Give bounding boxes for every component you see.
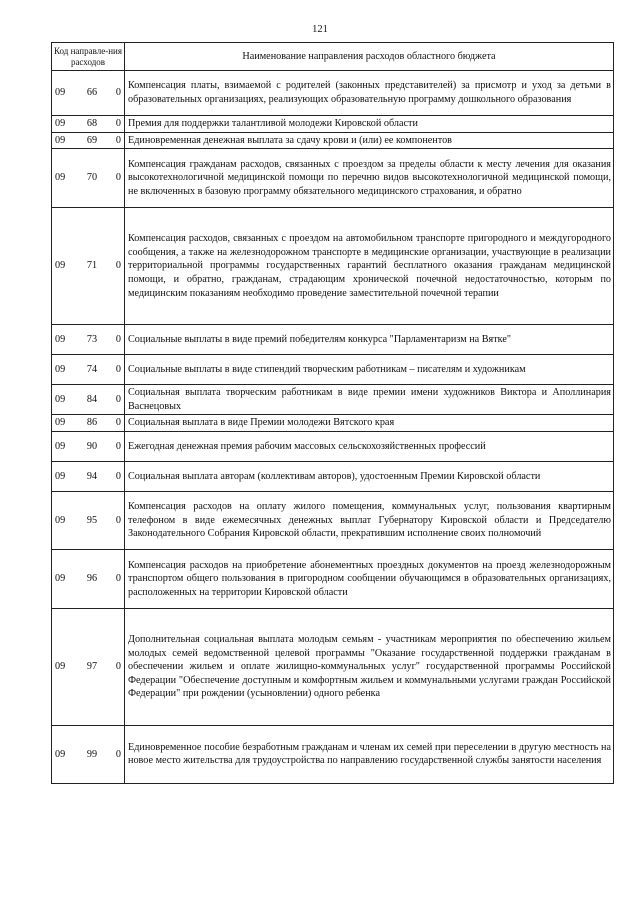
code-part-c1: 09 xyxy=(55,514,66,526)
code-part-c2: 90 xyxy=(86,440,98,452)
code-part-c3: 0 xyxy=(115,118,121,129)
table-header-row xyxy=(52,43,614,71)
code-part-c1: 09 xyxy=(55,333,66,345)
code-part-c3: 0 xyxy=(115,363,121,375)
row-code xyxy=(52,431,125,461)
row-code xyxy=(52,461,125,491)
code-part-c1: 09 xyxy=(55,573,66,585)
code-part-c3: 0 xyxy=(115,333,121,345)
row-name: Социальная выплата авторам (коллективам авторов), удостоенным Премии Кировской области xyxy=(125,461,614,491)
code-part-c2: 74 xyxy=(86,363,98,375)
code-part-c3: 0 xyxy=(115,573,121,585)
code-part-c3: 0 xyxy=(115,260,121,272)
table-row xyxy=(52,725,614,783)
table-row xyxy=(52,549,614,608)
code-part-c1: 09 xyxy=(55,172,66,184)
row-code xyxy=(52,149,125,208)
table-row xyxy=(52,116,614,133)
table-row xyxy=(52,208,614,325)
code-part-c1: 09 xyxy=(55,417,66,429)
row-name: Компенсация гражданам расходов, связанных с проездом за пределы области к месту лечения для оказания высокотехнологичной медицинской помощи по перечню видов высокотехнологичной медицинской помощи, не включенных в базовую программу обязательного медицинского страхования, и обратно xyxy=(125,149,614,208)
table-row xyxy=(52,415,614,432)
row-name: Компенсация расходов на приобретение абонементных проездных документов на проезд железнодорожным транспортом общего пользования в пригородном сообщении обучающимся в образовательных организациях, расположенных на территории Кировской области xyxy=(125,549,614,608)
code-part-c3: 0 xyxy=(115,748,121,760)
code-part-c1: 09 xyxy=(55,87,66,99)
code-part-c3: 0 xyxy=(115,661,121,673)
row-name: Премия для поддержки талантливой молодежи Кировской области xyxy=(125,116,614,133)
page-number: 121 xyxy=(312,24,328,35)
row-name: Единовременная денежная выплата за сдачу крови и (или) ее компонентов xyxy=(125,132,614,149)
code-part-c2: 94 xyxy=(86,470,98,482)
row-code xyxy=(52,608,125,725)
code-part-c1: 09 xyxy=(55,393,66,405)
code-part-c1: 09 xyxy=(55,661,66,673)
code-part-c2: 95 xyxy=(86,514,98,526)
code-part-c3: 0 xyxy=(115,470,121,482)
header-code: Код направле-ния расходов xyxy=(52,43,125,71)
table-row xyxy=(52,149,614,208)
row-code xyxy=(52,325,125,355)
code-part-c1: 09 xyxy=(55,118,66,129)
code-part-c1: 09 xyxy=(55,134,66,146)
table-row xyxy=(52,491,614,549)
code-part-c3: 0 xyxy=(115,134,121,146)
header-name: Наименование направления расходов областного бюджета xyxy=(125,43,614,71)
code-part-c3: 0 xyxy=(115,172,121,184)
table-row xyxy=(52,608,614,725)
budget-codes-table xyxy=(51,42,614,784)
code-part-c2: 68 xyxy=(86,118,98,129)
code-part-c3: 0 xyxy=(115,440,121,452)
code-part-c3: 0 xyxy=(115,514,121,526)
row-name: Дополнительная социальная выплата молодым семьям - участникам мероприятия по обеспечению жильем молодых семей ведомственной целевой программы "Оказание государственной поддержки гражданам в обеспечении жильем и оплате жилищно-коммунальных услуг" государственной программы Российской Федерации "Обеспечение доступным и комфортным жильем и коммунальными услугами граждан Российской Федерации" при рождении (усыновлении) одного ребенка xyxy=(125,608,614,725)
row-code xyxy=(52,208,125,325)
code-part-c2: 99 xyxy=(86,748,98,760)
code-part-c2: 70 xyxy=(86,172,98,184)
table-row xyxy=(52,71,614,116)
table-row xyxy=(52,385,614,415)
code-part-c2: 69 xyxy=(86,134,98,146)
code-part-c1: 09 xyxy=(55,470,66,482)
row-name: Социальные выплаты в виде премий победителям конкурса "Парламентаризм на Вятке" xyxy=(125,325,614,355)
row-code xyxy=(52,355,125,385)
table-row xyxy=(52,431,614,461)
row-code xyxy=(52,116,125,133)
code-part-c1: 09 xyxy=(55,748,66,760)
row-name: Социальная выплата творческим работникам в виде премии имени художников Виктора и Аполлинария Васнецовых xyxy=(125,385,614,415)
row-code xyxy=(52,415,125,432)
row-name: Компенсация расходов на оплату жилого помещения, коммунальных услуг, пользования квартирным телефоном в виде ежемесячных денежных выплат Губернатору Кировской области и Председателю Законодательного Собрания Кировской области, прекратившим исполнение своих полномочий xyxy=(125,491,614,549)
row-code xyxy=(52,549,125,608)
row-name: Единовременное пособие безработным гражданам и членам их семей при переселении в другую местность на новое место жительства для трудоустройства по направлению государственной службы занятости населения xyxy=(125,725,614,783)
code-part-c3: 0 xyxy=(115,417,121,429)
code-part-c2: 71 xyxy=(86,260,98,272)
table-row xyxy=(52,132,614,149)
code-part-c2: 86 xyxy=(86,417,98,429)
table-row xyxy=(52,461,614,491)
code-part-c3: 0 xyxy=(115,393,121,405)
code-part-c2: 66 xyxy=(86,87,98,99)
row-code xyxy=(52,132,125,149)
row-name: Социальная выплата в виде Премии молодежи Вятского края xyxy=(125,415,614,432)
code-part-c2: 96 xyxy=(86,573,98,585)
row-name: Социальные выплаты в виде стипендий творческим работникам – писателям и художникам xyxy=(125,355,614,385)
code-part-c2: 84 xyxy=(86,393,98,405)
code-part-c1: 09 xyxy=(55,440,66,452)
row-code xyxy=(52,71,125,116)
code-part-c2: 73 xyxy=(86,333,98,345)
table-row xyxy=(52,355,614,385)
code-part-c2: 97 xyxy=(86,661,98,673)
code-part-c3: 0 xyxy=(115,87,121,99)
row-name: Ежегодная денежная премия рабочим массовых сельскохозяйственных профессий xyxy=(125,431,614,461)
row-name: Компенсация расходов, связанных с проездом на автомобильном транспорте пригородного и междугородного сообщения, а также на железнодорожном транспорте в медицинские организации, участвующие в реализации территориальной программы государственных гарантий бесплатного оказания гражданам медицинской помощи, и обратно, гражданам, страдающим хронической почечной недостаточностью, которым по медицинским показаниям необходимо проведение заместительной почечной терапии xyxy=(125,208,614,325)
row-name: Компенсация платы, взимаемой с родителей (законных представителей) за присмотр и уход за детьми в образовательных организациях, реализующих образовательную программу дошкольного образования xyxy=(125,71,614,116)
code-part-c1: 09 xyxy=(55,363,66,375)
row-code xyxy=(52,725,125,783)
table-row xyxy=(52,325,614,355)
code-part-c1: 09 xyxy=(55,260,66,272)
row-code xyxy=(52,491,125,549)
row-code xyxy=(52,385,125,415)
